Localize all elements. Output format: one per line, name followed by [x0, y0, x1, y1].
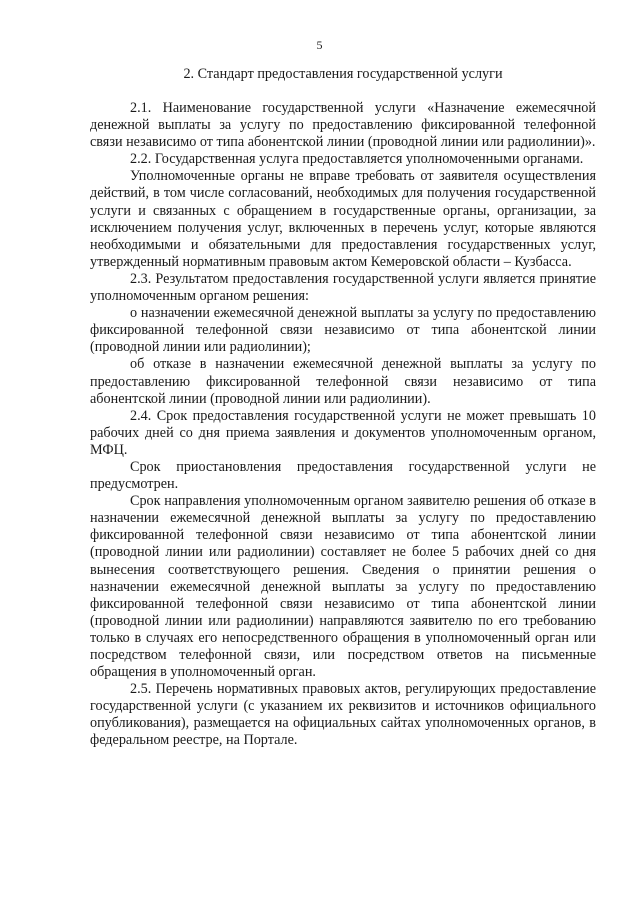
paragraph-2-5: 2.5. Перечень нормативных правовых актов, регулирующих предоставление государственной услуги (с указанием их реквизитов и источников официального опубликования), размещается на официальных сайтах уполномоченных органов, в федеральном реестре, на Портале. [90, 681, 596, 749]
paragraph-2-2-restrictions: Уполномоченные органы не вправе требовать от заявителя осуществления действий, в том числе согласований, необходимых для получения государственной услуги и связанных с обращением в государственные органы, организации, за исключением получения услуг, включенных в перечень услуг, которые являются необходимыми и обязательными для предоставления государственных услуг, утвержденный нормативным правовым актом Кемеровской области – Кузбасса. [90, 168, 596, 270]
document-body [90, 100, 596, 750]
paragraph-2-1: 2.1. Наименование государственной услуги «Назначение ежемесячной денежной выплаты за услугу по предоставлению фиксированной телефонной связи независимо от типа абонентской линии (проводной линии или радиолинии)». [90, 100, 596, 151]
paragraph-2-3-refusal: об отказе в назначении ежемесячной денежной выплаты за услугу по предоставлению фиксированной телефонной связи независимо от типа абонентской линии (проводной линии или радиолинии). [90, 356, 596, 407]
paragraph-2-4-suspension: Срок приостановления предоставления государственной услуги не предусмотрен. [90, 458, 596, 493]
paragraph-2-2: 2.2. Государственная услуга предоставляется уполномоченными органами. [130, 151, 584, 168]
section-heading: 2. Стандарт предоставления государственной услуги [183, 66, 503, 82]
page-number: 5 [316, 38, 323, 52]
paragraph-2-3: 2.3. Результатом предоставления государственной услуги является принятие уполномоченным органом решения: [90, 270, 596, 305]
paragraph-2-4: 2.4. Срок предоставления государственной услуги не может превышать 10 рабочих дней со дня приема заявления и документов уполномоченным органом, МФЦ. [90, 407, 596, 458]
paragraph-2-4-notification: Срок направления уполномоченным органом заявителю решения об отказе в назначении ежемесячной денежной выплаты за услугу по предоставлению фиксированной телефонной связи независимо от типа абонентской линии (проводной линии или радиолинии) составляет не более 5 рабочих дней со дня вынесения соответствующего решения. Сведения о принятии решения о назначении ежемесячной денежной выплаты за услугу по предоставлению фиксированной телефонной связи независимо от типа абонентской линии (проводной линии или радиолинии) направляются заявителю по его требованию только в случаях его непосредственного обращения в уполномоченный орган или посредством телефонной связи, или посредством ответов на письменные обращения в уполномоченный орган. [90, 493, 596, 681]
paragraph-2-3-grant: о назначении ежемесячной денежной выплаты за услугу по предоставлению фиксированной телефонной связи независимо от типа абонентской линии (проводной линии или радиолинии); [90, 305, 596, 356]
